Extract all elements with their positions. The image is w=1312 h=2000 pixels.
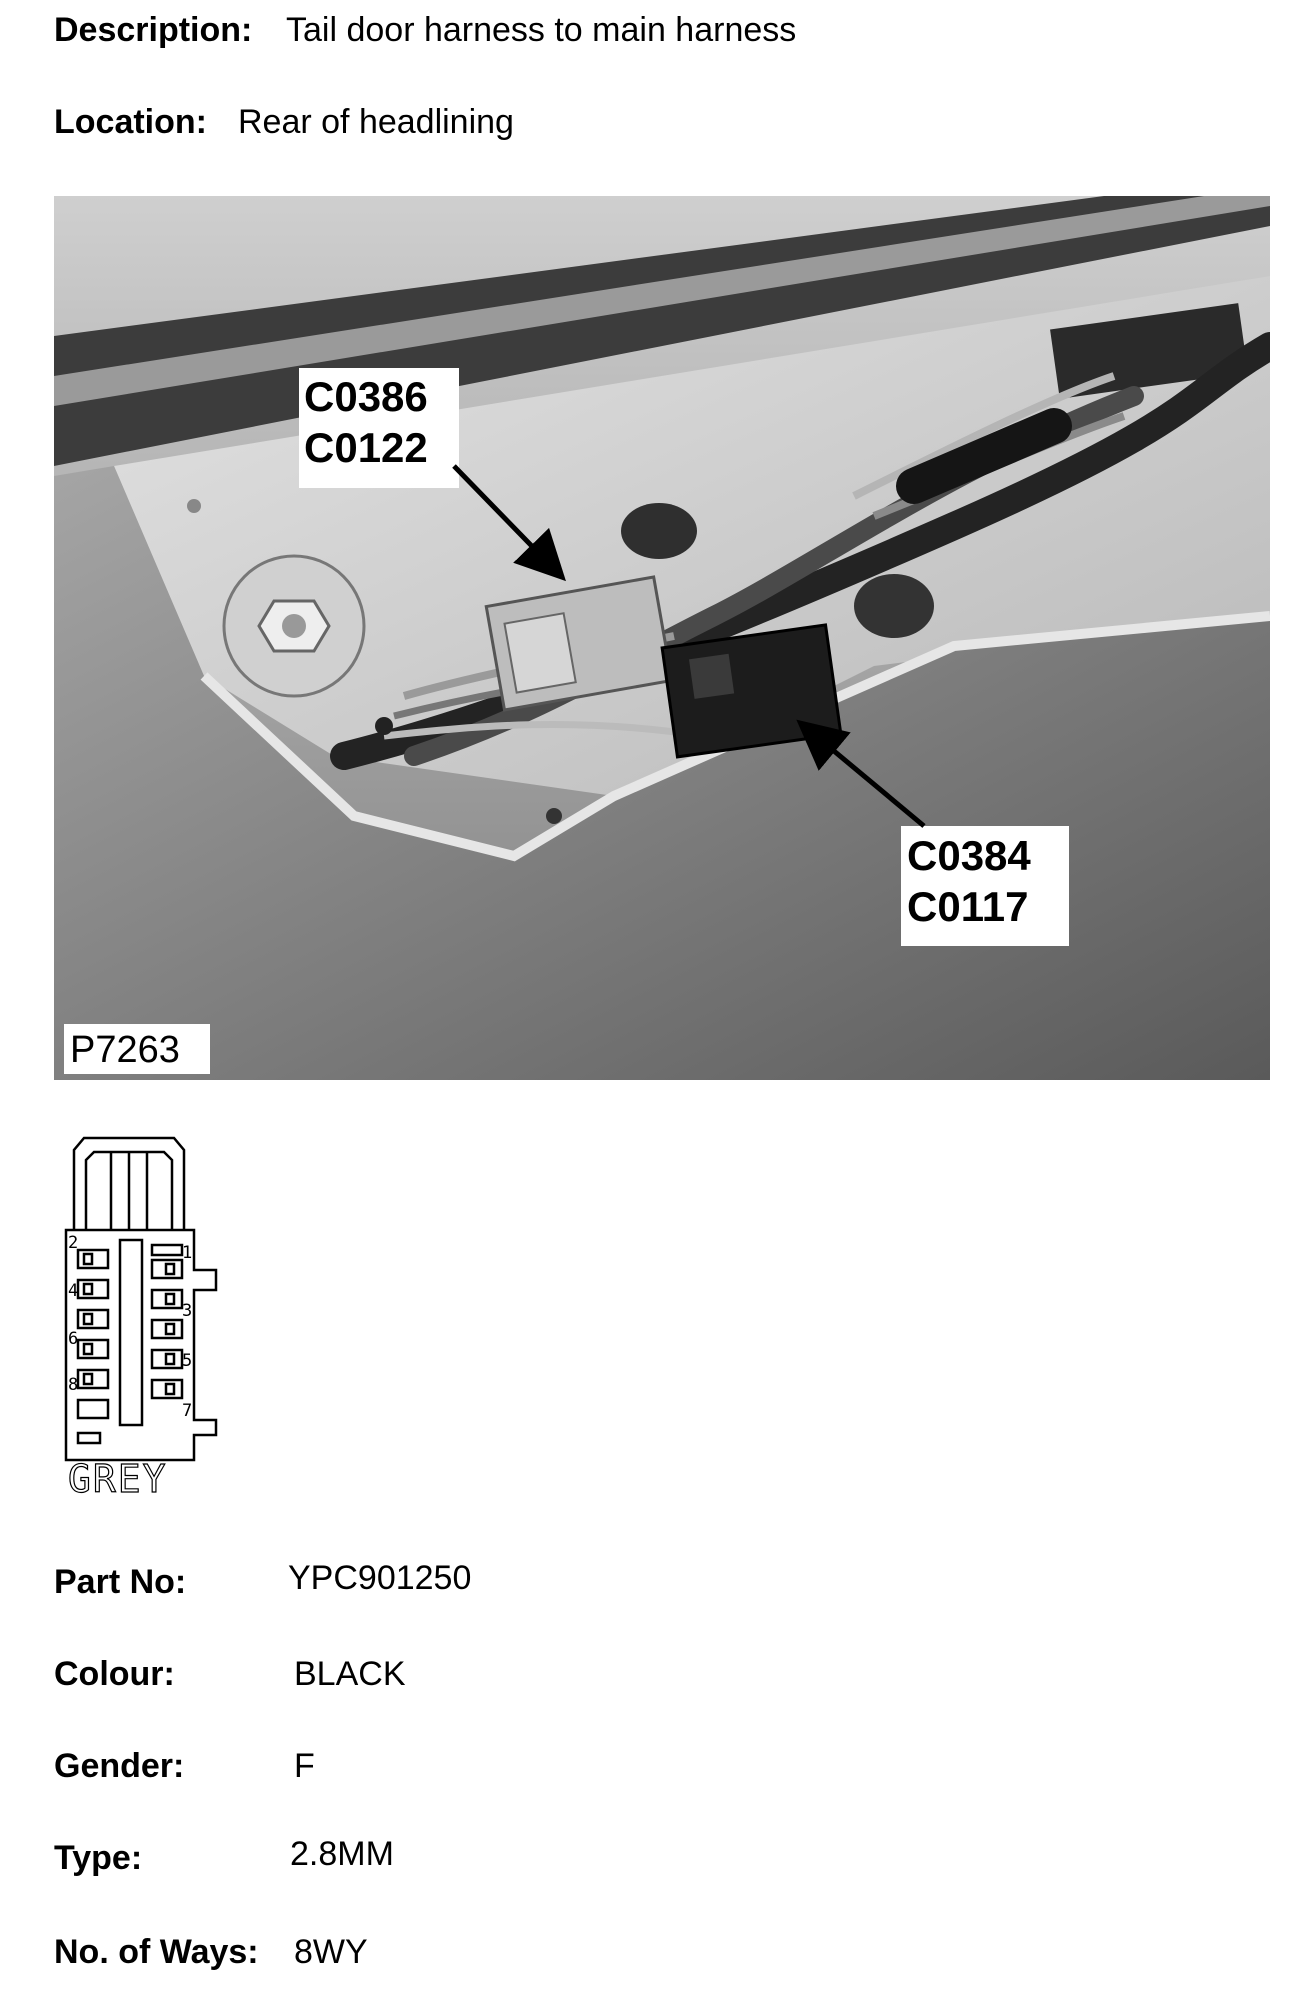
description-value: Tail door harness to main harness <box>286 11 797 49</box>
colour-label: Colour: <box>54 1655 175 1693</box>
photo-reference <box>64 1024 210 1074</box>
pin-label-7: 7 <box>182 1401 193 1421</box>
callout-top-line2: C0122 <box>304 424 428 471</box>
part-no-value: YPC901250 <box>288 1559 472 1597</box>
ways-value: 8WY <box>294 1933 368 1971</box>
location-row <box>54 102 514 142</box>
callout-bottom-line2: C0117 <box>907 883 1029 930</box>
type-row <box>54 1835 394 1878</box>
type-label: Type: <box>54 1839 143 1877</box>
connector-pinout-diagram <box>56 1130 226 1500</box>
pin-label-1: 1 <box>182 1243 193 1263</box>
description-row <box>54 10 797 50</box>
pin-label-5: 5 <box>182 1351 193 1371</box>
connector-location-photo <box>54 196 1270 1080</box>
colour-row <box>54 1654 406 1694</box>
pin-label-2: 2 <box>68 1233 79 1253</box>
callout-top-line1: C0386 <box>304 373 428 420</box>
colour-value: BLACK <box>294 1655 406 1693</box>
gender-row <box>54 1746 315 1786</box>
pin-label-3: 3 <box>182 1301 193 1321</box>
gender-value: F <box>294 1747 315 1785</box>
part-no-label: Part No: <box>54 1563 187 1601</box>
gender-label: Gender: <box>54 1747 185 1785</box>
photo-reference-label: P7263 <box>70 1029 180 1071</box>
location-value: Rear of headlining <box>238 103 514 141</box>
location-label: Location: <box>54 103 207 141</box>
pin-label-6: 6 <box>68 1329 79 1349</box>
connector-colour-label: GREY <box>68 1457 168 1500</box>
callout-bottom-line1: C0384 <box>907 832 1031 879</box>
pin-label-8: 8 <box>68 1375 79 1395</box>
part-no-row <box>54 1559 472 1602</box>
description-label: Description: <box>54 11 253 49</box>
ways-label: No. of Ways: <box>54 1933 259 1971</box>
pin-label-4: 4 <box>68 1281 79 1301</box>
ways-row <box>54 1932 368 1972</box>
type-value: 2.8MM <box>290 1835 394 1873</box>
